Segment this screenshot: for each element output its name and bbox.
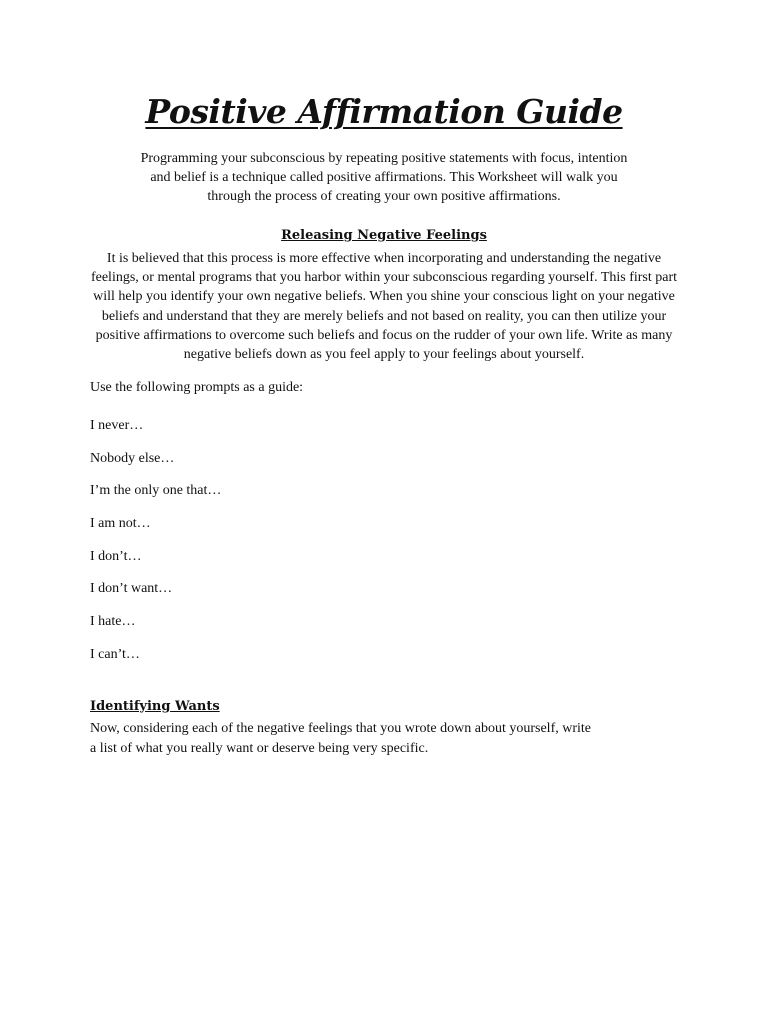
paragraph-line: Now, considering each of the negative feelings that you wrote down about yourself, write	[90, 721, 591, 736]
prompt-list	[90, 417, 221, 679]
intro-line: Programming your subconscious by repeating positive statements with focus, intention	[140, 151, 628, 166]
prompt-item: I hate…	[90, 614, 136, 630]
prompt-item: I’m the only one that…	[90, 483, 222, 499]
intro-paragraph	[134, 149, 634, 206]
paragraph-line: It is believed that this process is more effective when incorporating and understanding the negative	[106, 251, 662, 266]
releasing-negative-feelings-paragraph	[90, 249, 678, 364]
prompt-item: I don’t…	[90, 548, 142, 564]
prompt-item: I don’t want…	[90, 581, 173, 597]
intro-line: through the process of creating your own positive affirmations.	[207, 189, 561, 204]
paragraph-line: positive affirmations to overcome such beliefs and focus on the rudder of your own life. Write as many	[95, 327, 673, 343]
paragraph-line: negative beliefs down as you feel apply to your feelings about yourself.	[183, 347, 585, 363]
section-heading-identifying-wants: Identifying Wants	[90, 699, 220, 714]
section-heading-releasing-negative-feelings: Releasing Negative Feelings	[281, 228, 487, 243]
identifying-wants-paragraph	[90, 719, 610, 759]
paragraph-line: feelings, or mental programs that you harbor within your subconscious regarding yourself. This first part	[90, 270, 678, 286]
paragraph-line: will help you identify your own negative beliefs. When you shine your conscious light on your negative	[93, 289, 675, 305]
prompts-guide-text: Use the following prompts as a guide:	[90, 380, 304, 395]
prompt-item: I am not…	[90, 516, 151, 532]
prompt-item: I can’t…	[90, 646, 140, 662]
paragraph-line: a list of what you really want or deserve being very specific.	[90, 741, 429, 756]
prompt-item: I never…	[90, 418, 144, 433]
intro-line: and belief is a technique called positive affirmations. This Worksheet will walk you	[150, 170, 618, 185]
prompt-item: Nobody else…	[90, 450, 175, 466]
page-title: Positive Affirmation Guide	[145, 92, 623, 131]
paragraph-line: beliefs and understand that they are merely beliefs and not based on reality, you can then utilize your	[101, 308, 667, 324]
